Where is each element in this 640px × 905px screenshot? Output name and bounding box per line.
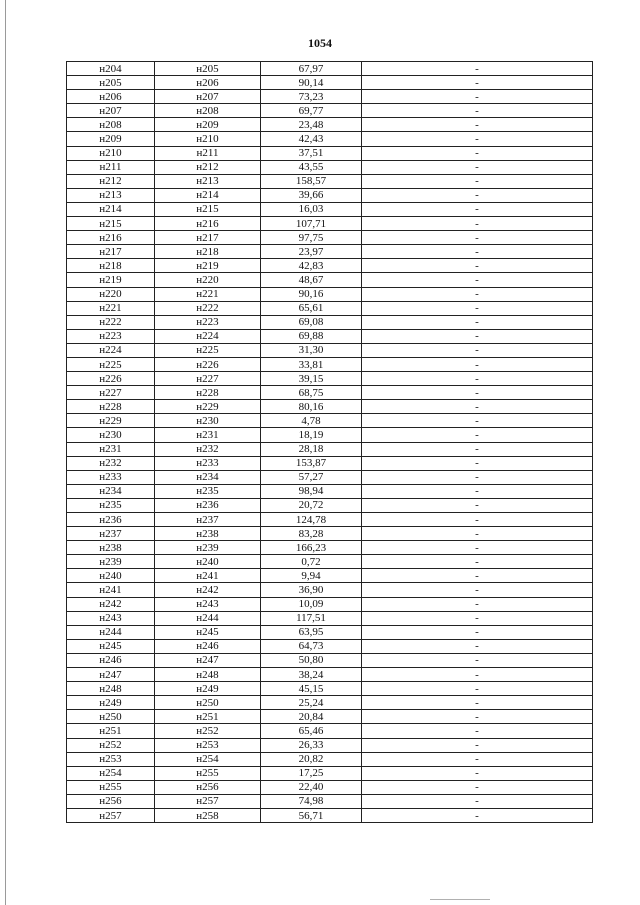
table-row <box>67 188 593 202</box>
point-from-cell: н244 <box>67 625 155 639</box>
note-cell: - <box>362 428 593 442</box>
point-to-cell: н226 <box>155 357 261 371</box>
length-cell: 26,33 <box>261 738 362 752</box>
scan-edge-line <box>5 0 6 905</box>
table-body <box>67 62 593 823</box>
length-cell: 39,15 <box>261 372 362 386</box>
length-cell: 17,25 <box>261 766 362 780</box>
point-from-cell: н236 <box>67 513 155 527</box>
note-cell: - <box>362 273 593 287</box>
point-from-cell: н226 <box>67 372 155 386</box>
point-from-cell: н237 <box>67 527 155 541</box>
note-cell: - <box>362 470 593 484</box>
length-cell: 69,88 <box>261 329 362 343</box>
length-cell: 9,94 <box>261 569 362 583</box>
point-to-cell: н251 <box>155 710 261 724</box>
length-cell: 65,61 <box>261 301 362 315</box>
note-cell: - <box>362 104 593 118</box>
point-from-cell: н243 <box>67 611 155 625</box>
point-to-cell: н234 <box>155 470 261 484</box>
note-cell: - <box>362 301 593 315</box>
note-cell: - <box>362 498 593 512</box>
table-row <box>67 442 593 456</box>
note-cell: - <box>362 202 593 216</box>
note-cell: - <box>362 146 593 160</box>
point-to-cell: н250 <box>155 696 261 710</box>
note-cell: - <box>362 555 593 569</box>
note-cell: - <box>362 62 593 76</box>
length-cell: 90,16 <box>261 287 362 301</box>
length-cell: 67,97 <box>261 62 362 76</box>
point-from-cell: н233 <box>67 470 155 484</box>
table-row <box>67 414 593 428</box>
table-row <box>67 794 593 808</box>
point-to-cell: н245 <box>155 625 261 639</box>
length-cell: 166,23 <box>261 541 362 555</box>
length-cell: 73,23 <box>261 90 362 104</box>
scan-mark <box>430 899 490 900</box>
length-cell: 4,78 <box>261 414 362 428</box>
note-cell: - <box>362 400 593 414</box>
point-to-cell: н238 <box>155 527 261 541</box>
point-to-cell: н207 <box>155 90 261 104</box>
note-cell: - <box>362 597 593 611</box>
point-from-cell: н247 <box>67 668 155 682</box>
point-from-cell: н238 <box>67 541 155 555</box>
point-to-cell: н214 <box>155 188 261 202</box>
note-cell: - <box>362 386 593 400</box>
length-cell: 117,51 <box>261 611 362 625</box>
point-to-cell: н208 <box>155 104 261 118</box>
note-cell: - <box>362 752 593 766</box>
length-cell: 18,19 <box>261 428 362 442</box>
point-to-cell: н215 <box>155 202 261 216</box>
note-cell: - <box>362 315 593 329</box>
note-cell: - <box>362 639 593 653</box>
table-row <box>67 780 593 794</box>
point-to-cell: н241 <box>155 569 261 583</box>
length-cell: 50,80 <box>261 653 362 667</box>
point-to-cell: н237 <box>155 513 261 527</box>
table-row <box>67 724 593 738</box>
point-from-cell: н216 <box>67 231 155 245</box>
length-cell: 45,15 <box>261 682 362 696</box>
point-from-cell: н252 <box>67 738 155 752</box>
table-row <box>67 217 593 231</box>
point-from-cell: н220 <box>67 287 155 301</box>
note-cell: - <box>362 414 593 428</box>
point-to-cell: н244 <box>155 611 261 625</box>
length-cell: 68,75 <box>261 386 362 400</box>
table-row <box>67 738 593 752</box>
length-cell: 20,82 <box>261 752 362 766</box>
table-row <box>67 343 593 357</box>
length-cell: 69,08 <box>261 315 362 329</box>
point-from-cell: н222 <box>67 315 155 329</box>
note-cell: - <box>362 231 593 245</box>
point-to-cell: н242 <box>155 583 261 597</box>
table-row <box>67 639 593 653</box>
table-row <box>67 752 593 766</box>
length-cell: 64,73 <box>261 639 362 653</box>
point-to-cell: н223 <box>155 315 261 329</box>
length-cell: 23,48 <box>261 118 362 132</box>
point-from-cell: н207 <box>67 104 155 118</box>
point-to-cell: н218 <box>155 245 261 259</box>
point-to-cell: н231 <box>155 428 261 442</box>
point-to-cell: н248 <box>155 668 261 682</box>
point-from-cell: н217 <box>67 245 155 259</box>
point-from-cell: н251 <box>67 724 155 738</box>
table-row <box>67 202 593 216</box>
point-from-cell: н246 <box>67 653 155 667</box>
note-cell: - <box>362 118 593 132</box>
note-cell: - <box>362 484 593 498</box>
point-to-cell: н221 <box>155 287 261 301</box>
table-row <box>67 287 593 301</box>
length-cell: 158,57 <box>261 174 362 188</box>
table-row <box>67 160 593 174</box>
length-cell: 80,16 <box>261 400 362 414</box>
point-from-cell: н219 <box>67 273 155 287</box>
table-row <box>67 456 593 470</box>
table-row <box>67 484 593 498</box>
note-cell: - <box>362 245 593 259</box>
point-from-cell: н234 <box>67 484 155 498</box>
table-row <box>67 625 593 639</box>
point-from-cell: н213 <box>67 188 155 202</box>
table-row <box>67 231 593 245</box>
table-row <box>67 146 593 160</box>
note-cell: - <box>362 541 593 555</box>
length-cell: 57,27 <box>261 470 362 484</box>
length-cell: 20,84 <box>261 710 362 724</box>
length-cell: 22,40 <box>261 780 362 794</box>
note-cell: - <box>362 766 593 780</box>
point-to-cell: н212 <box>155 160 261 174</box>
point-from-cell: н227 <box>67 386 155 400</box>
table-row <box>67 132 593 146</box>
length-cell: 36,90 <box>261 583 362 597</box>
point-from-cell: н250 <box>67 710 155 724</box>
table-row <box>67 118 593 132</box>
length-cell: 28,18 <box>261 442 362 456</box>
point-from-cell: н249 <box>67 696 155 710</box>
point-to-cell: н213 <box>155 174 261 188</box>
point-to-cell: н229 <box>155 400 261 414</box>
point-to-cell: н253 <box>155 738 261 752</box>
note-cell: - <box>362 357 593 371</box>
table-row <box>67 527 593 541</box>
table-row <box>67 541 593 555</box>
note-cell: - <box>362 583 593 597</box>
point-to-cell: н222 <box>155 301 261 315</box>
note-cell: - <box>362 527 593 541</box>
table-row <box>67 372 593 386</box>
point-to-cell: н246 <box>155 639 261 653</box>
table-row <box>67 569 593 583</box>
table-row <box>67 259 593 273</box>
length-cell: 39,66 <box>261 188 362 202</box>
point-from-cell: н241 <box>67 583 155 597</box>
point-to-cell: н224 <box>155 329 261 343</box>
note-cell: - <box>362 794 593 808</box>
point-from-cell: н254 <box>67 766 155 780</box>
point-from-cell: н221 <box>67 301 155 315</box>
table-row <box>67 498 593 512</box>
table-row <box>67 696 593 710</box>
point-to-cell: н206 <box>155 76 261 90</box>
point-to-cell: н243 <box>155 597 261 611</box>
point-from-cell: н255 <box>67 780 155 794</box>
table-row <box>67 174 593 188</box>
table-row <box>67 653 593 667</box>
table-row <box>67 428 593 442</box>
note-cell: - <box>362 160 593 174</box>
length-cell: 23,97 <box>261 245 362 259</box>
point-to-cell: н227 <box>155 372 261 386</box>
table-row <box>67 245 593 259</box>
note-cell: - <box>362 724 593 738</box>
note-cell: - <box>362 287 593 301</box>
table-row <box>67 470 593 484</box>
point-to-cell: н216 <box>155 217 261 231</box>
point-to-cell: н220 <box>155 273 261 287</box>
length-cell: 20,72 <box>261 498 362 512</box>
point-from-cell: н245 <box>67 639 155 653</box>
note-cell: - <box>362 738 593 752</box>
point-to-cell: н210 <box>155 132 261 146</box>
table-row <box>67 766 593 780</box>
point-from-cell: н240 <box>67 569 155 583</box>
note-cell: - <box>362 259 593 273</box>
point-to-cell: н249 <box>155 682 261 696</box>
point-from-cell: н231 <box>67 442 155 456</box>
table-row <box>67 315 593 329</box>
table-row <box>67 104 593 118</box>
table-row <box>67 513 593 527</box>
length-cell: 69,77 <box>261 104 362 118</box>
point-to-cell: н205 <box>155 62 261 76</box>
point-from-cell: н230 <box>67 428 155 442</box>
point-from-cell: н205 <box>67 76 155 90</box>
length-cell: 98,94 <box>261 484 362 498</box>
note-cell: - <box>362 76 593 90</box>
table-row <box>67 597 593 611</box>
table-row <box>67 710 593 724</box>
point-from-cell: н214 <box>67 202 155 216</box>
page-number: 1054 <box>308 36 332 50</box>
point-to-cell: н258 <box>155 808 261 822</box>
length-cell: 107,71 <box>261 217 362 231</box>
note-cell: - <box>362 710 593 724</box>
table-row <box>67 555 593 569</box>
note-cell: - <box>362 188 593 202</box>
length-cell: 37,51 <box>261 146 362 160</box>
length-cell: 74,98 <box>261 794 362 808</box>
table-row <box>67 583 593 597</box>
table-row <box>67 329 593 343</box>
table-row <box>67 62 593 76</box>
note-cell: - <box>362 569 593 583</box>
point-to-cell: н211 <box>155 146 261 160</box>
note-cell: - <box>362 217 593 231</box>
point-to-cell: н209 <box>155 118 261 132</box>
note-cell: - <box>362 513 593 527</box>
point-to-cell: н219 <box>155 259 261 273</box>
note-cell: - <box>362 780 593 794</box>
note-cell: - <box>362 456 593 470</box>
table-row <box>67 682 593 696</box>
note-cell: - <box>362 90 593 104</box>
length-cell: 42,43 <box>261 132 362 146</box>
point-to-cell: н257 <box>155 794 261 808</box>
point-to-cell: н255 <box>155 766 261 780</box>
point-to-cell: н232 <box>155 442 261 456</box>
note-cell: - <box>362 682 593 696</box>
length-cell: 83,28 <box>261 527 362 541</box>
table-row <box>67 400 593 414</box>
point-to-cell: н240 <box>155 555 261 569</box>
point-to-cell: н225 <box>155 343 261 357</box>
table-row <box>67 386 593 400</box>
note-cell: - <box>362 653 593 667</box>
point-from-cell: н242 <box>67 597 155 611</box>
point-from-cell: н210 <box>67 146 155 160</box>
note-cell: - <box>362 174 593 188</box>
length-cell: 124,78 <box>261 513 362 527</box>
point-from-cell: н248 <box>67 682 155 696</box>
note-cell: - <box>362 611 593 625</box>
point-to-cell: н252 <box>155 724 261 738</box>
table-row <box>67 301 593 315</box>
table-row <box>67 357 593 371</box>
length-cell: 33,81 <box>261 357 362 371</box>
point-from-cell: н218 <box>67 259 155 273</box>
note-cell: - <box>362 343 593 357</box>
point-to-cell: н254 <box>155 752 261 766</box>
point-from-cell: н215 <box>67 217 155 231</box>
note-cell: - <box>362 625 593 639</box>
length-cell: 153,87 <box>261 456 362 470</box>
table-row <box>67 76 593 90</box>
note-cell: - <box>362 372 593 386</box>
point-from-cell: н211 <box>67 160 155 174</box>
length-cell: 10,09 <box>261 597 362 611</box>
point-to-cell: н236 <box>155 498 261 512</box>
table-row <box>67 668 593 682</box>
point-to-cell: н228 <box>155 386 261 400</box>
length-cell: 25,24 <box>261 696 362 710</box>
point-to-cell: н256 <box>155 780 261 794</box>
point-to-cell: н217 <box>155 231 261 245</box>
length-cell: 90,14 <box>261 76 362 90</box>
table-row <box>67 611 593 625</box>
table-row <box>67 273 593 287</box>
boundary-points-table <box>66 61 593 823</box>
point-from-cell: н208 <box>67 118 155 132</box>
point-from-cell: н209 <box>67 132 155 146</box>
point-from-cell: н239 <box>67 555 155 569</box>
point-from-cell: н224 <box>67 343 155 357</box>
point-from-cell: н225 <box>67 357 155 371</box>
length-cell: 56,71 <box>261 808 362 822</box>
note-cell: - <box>362 329 593 343</box>
length-cell: 42,83 <box>261 259 362 273</box>
point-to-cell: н247 <box>155 653 261 667</box>
length-cell: 0,72 <box>261 555 362 569</box>
point-from-cell: н223 <box>67 329 155 343</box>
point-from-cell: н257 <box>67 808 155 822</box>
table-row <box>67 808 593 822</box>
note-cell: - <box>362 132 593 146</box>
note-cell: - <box>362 696 593 710</box>
point-to-cell: н233 <box>155 456 261 470</box>
point-from-cell: н212 <box>67 174 155 188</box>
point-to-cell: н230 <box>155 414 261 428</box>
table-row <box>67 90 593 104</box>
point-from-cell: н235 <box>67 498 155 512</box>
length-cell: 97,75 <box>261 231 362 245</box>
length-cell: 16,03 <box>261 202 362 216</box>
point-from-cell: н229 <box>67 414 155 428</box>
length-cell: 63,95 <box>261 625 362 639</box>
length-cell: 43,55 <box>261 160 362 174</box>
point-from-cell: н256 <box>67 794 155 808</box>
length-cell: 38,24 <box>261 668 362 682</box>
point-to-cell: н239 <box>155 541 261 555</box>
length-cell: 31,30 <box>261 343 362 357</box>
point-from-cell: н204 <box>67 62 155 76</box>
length-cell: 48,67 <box>261 273 362 287</box>
point-from-cell: н206 <box>67 90 155 104</box>
note-cell: - <box>362 668 593 682</box>
point-from-cell: н232 <box>67 456 155 470</box>
note-cell: - <box>362 442 593 456</box>
point-from-cell: н253 <box>67 752 155 766</box>
length-cell: 65,46 <box>261 724 362 738</box>
point-from-cell: н228 <box>67 400 155 414</box>
point-to-cell: н235 <box>155 484 261 498</box>
note-cell: - <box>362 808 593 822</box>
